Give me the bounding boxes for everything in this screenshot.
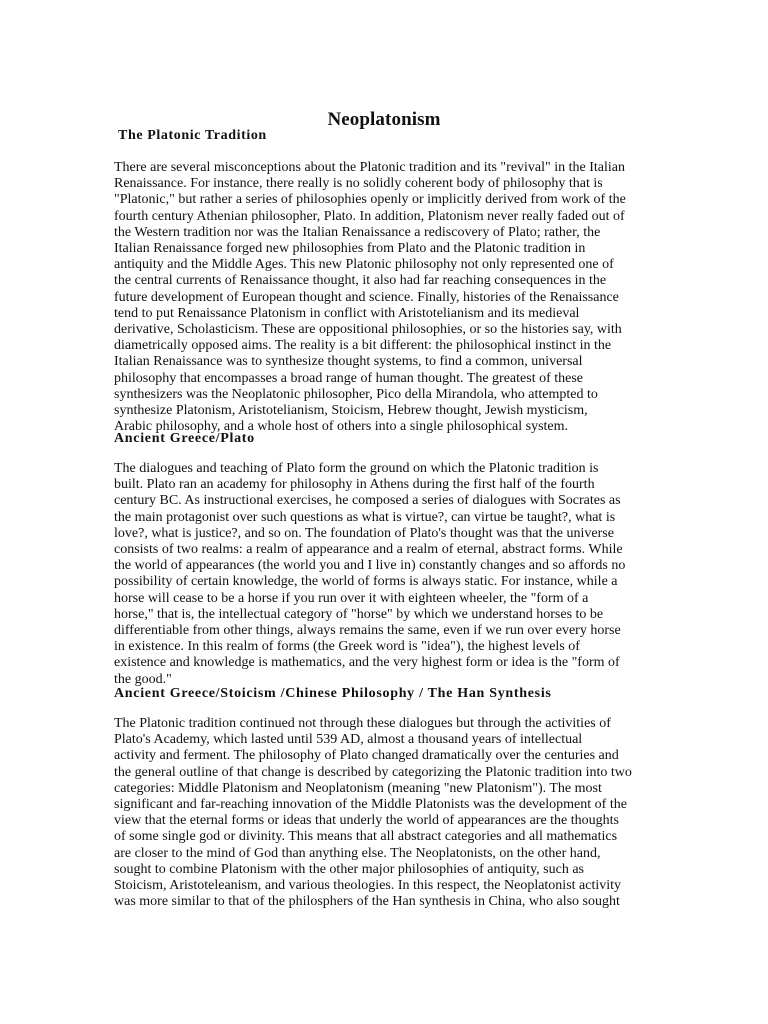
section-paragraph-ancient-greece-plato: The dialogues and teaching of Plato form the ground on which the Platonic tradition is built. Plato ran an academy for philosophy in Athens during the first half of the fourth century BC. As instructional exercises, he composed a series of dialogues with Socrates as the main protagonist over such questions as what is virtue?, can virtue be taught?, what is love?, what is justice?, and so on. The foundation of Plato's thought was that the universe consists of two realms: a realm of appearance and a realm of eternal, abstract forms. While the world of appearances (the world you and I live in) constantly changes and so affords no possibility of certain knowledge, the world of forms is always static. For instance, while a horse will cease to be a horse if you run over it with eighteen wheeler, the "form of a horse," that is, the intellectual category of "horse" by which we understand horses to be differentiable from other things, always remains the same, even if we run over every horse in existence. In this realm of forms (the Greek word is "idea"), the highest levels of existence and knowledge is mathematics, and the very highest form or idea is the "form of the good."	[114, 461, 626, 687]
section-paragraph-stoicism-han-synthesis: The Platonic tradition continued not through these dialogues but through the activities of Plato's Academy, which lasted until 539 AD, almost a thousand years of intellectual activity and ferment. The philosophy of Plato changed dramatically over the centuries and the general outline of that change is described by categorizing the Platonic tradition into two categories: Middle Platonism and Neoplatonism (meaning "new Platonism"). The most significant and far-reaching innovation of the Middle Platonists was the development of the view that the eternal forms or ideas that underly the world of appearances are the thoughts of some single god or divinity. This means that all abstract categories and all mathematics are closer to the mind of God than anything else. The Neoplatonists, on the other hand, sought to combine Platonism with the other major philosophies of antiquity, such as Stoicism, Aristoteleanism, and various theologies. In this respect, the Neoplatonist activity was more similar to that of the philosphers of the Han synthesis in China, who also sought	[114, 716, 632, 910]
section-heading-platonic-tradition: The Platonic Tradition	[118, 128, 267, 143]
section-heading-ancient-greece-plato: Ancient Greece/Plato	[114, 431, 255, 446]
page-title: Neoplatonism	[327, 109, 441, 130]
section-paragraph-platonic-tradition: There are several misconceptions about the Platonic tradition and its "revival" in the Italian Renaissance. For instance, there really is no solidly coherent body of philosophy that is "Platonic," but rather a series of philosophies openly or implicitly derived from work of the fourth century Athenian philosopher, Plato. In addition, Platonism never really faded out of the Western tradition nor was the Italian Renaissance a rediscovery of Plato; rather, the Italian Renaissance forged new philosophies from Plato and the Platonic tradition in antiquity and the Middle Ages. This new Platonic philosophy not only represented one of the central currents of Renaissance thought, it also had far reaching consequences in the future development of European thought and science. Finally, histories of the Renaissance tend to put Renaissance Platonism in conflict with Aristotelianism and its medieval derivative, Scholasticism. These are oppositional philosophies, or so the histories say, with diametrically opposed aims. The reality is a bit different: the philosophical instinct in the Italian Renaissance was to synthesize thought systems, to find a common, universal philosophy that encompasses a broad range of human thought. The greatest of these synthesizers was the Neoplatonic philosopher, Pico della Mirandola, who attempted to synthesize Platonism, Aristotelianism, Stoicism, Hebrew thought, Jewish mysticism, Arabic philosophy, and a whole host of others into a single philosophical system.	[114, 160, 626, 435]
section-heading-stoicism-han-synthesis: Ancient Greece/Stoicism /Chinese Philosophy / The Han Synthesis	[114, 686, 552, 701]
